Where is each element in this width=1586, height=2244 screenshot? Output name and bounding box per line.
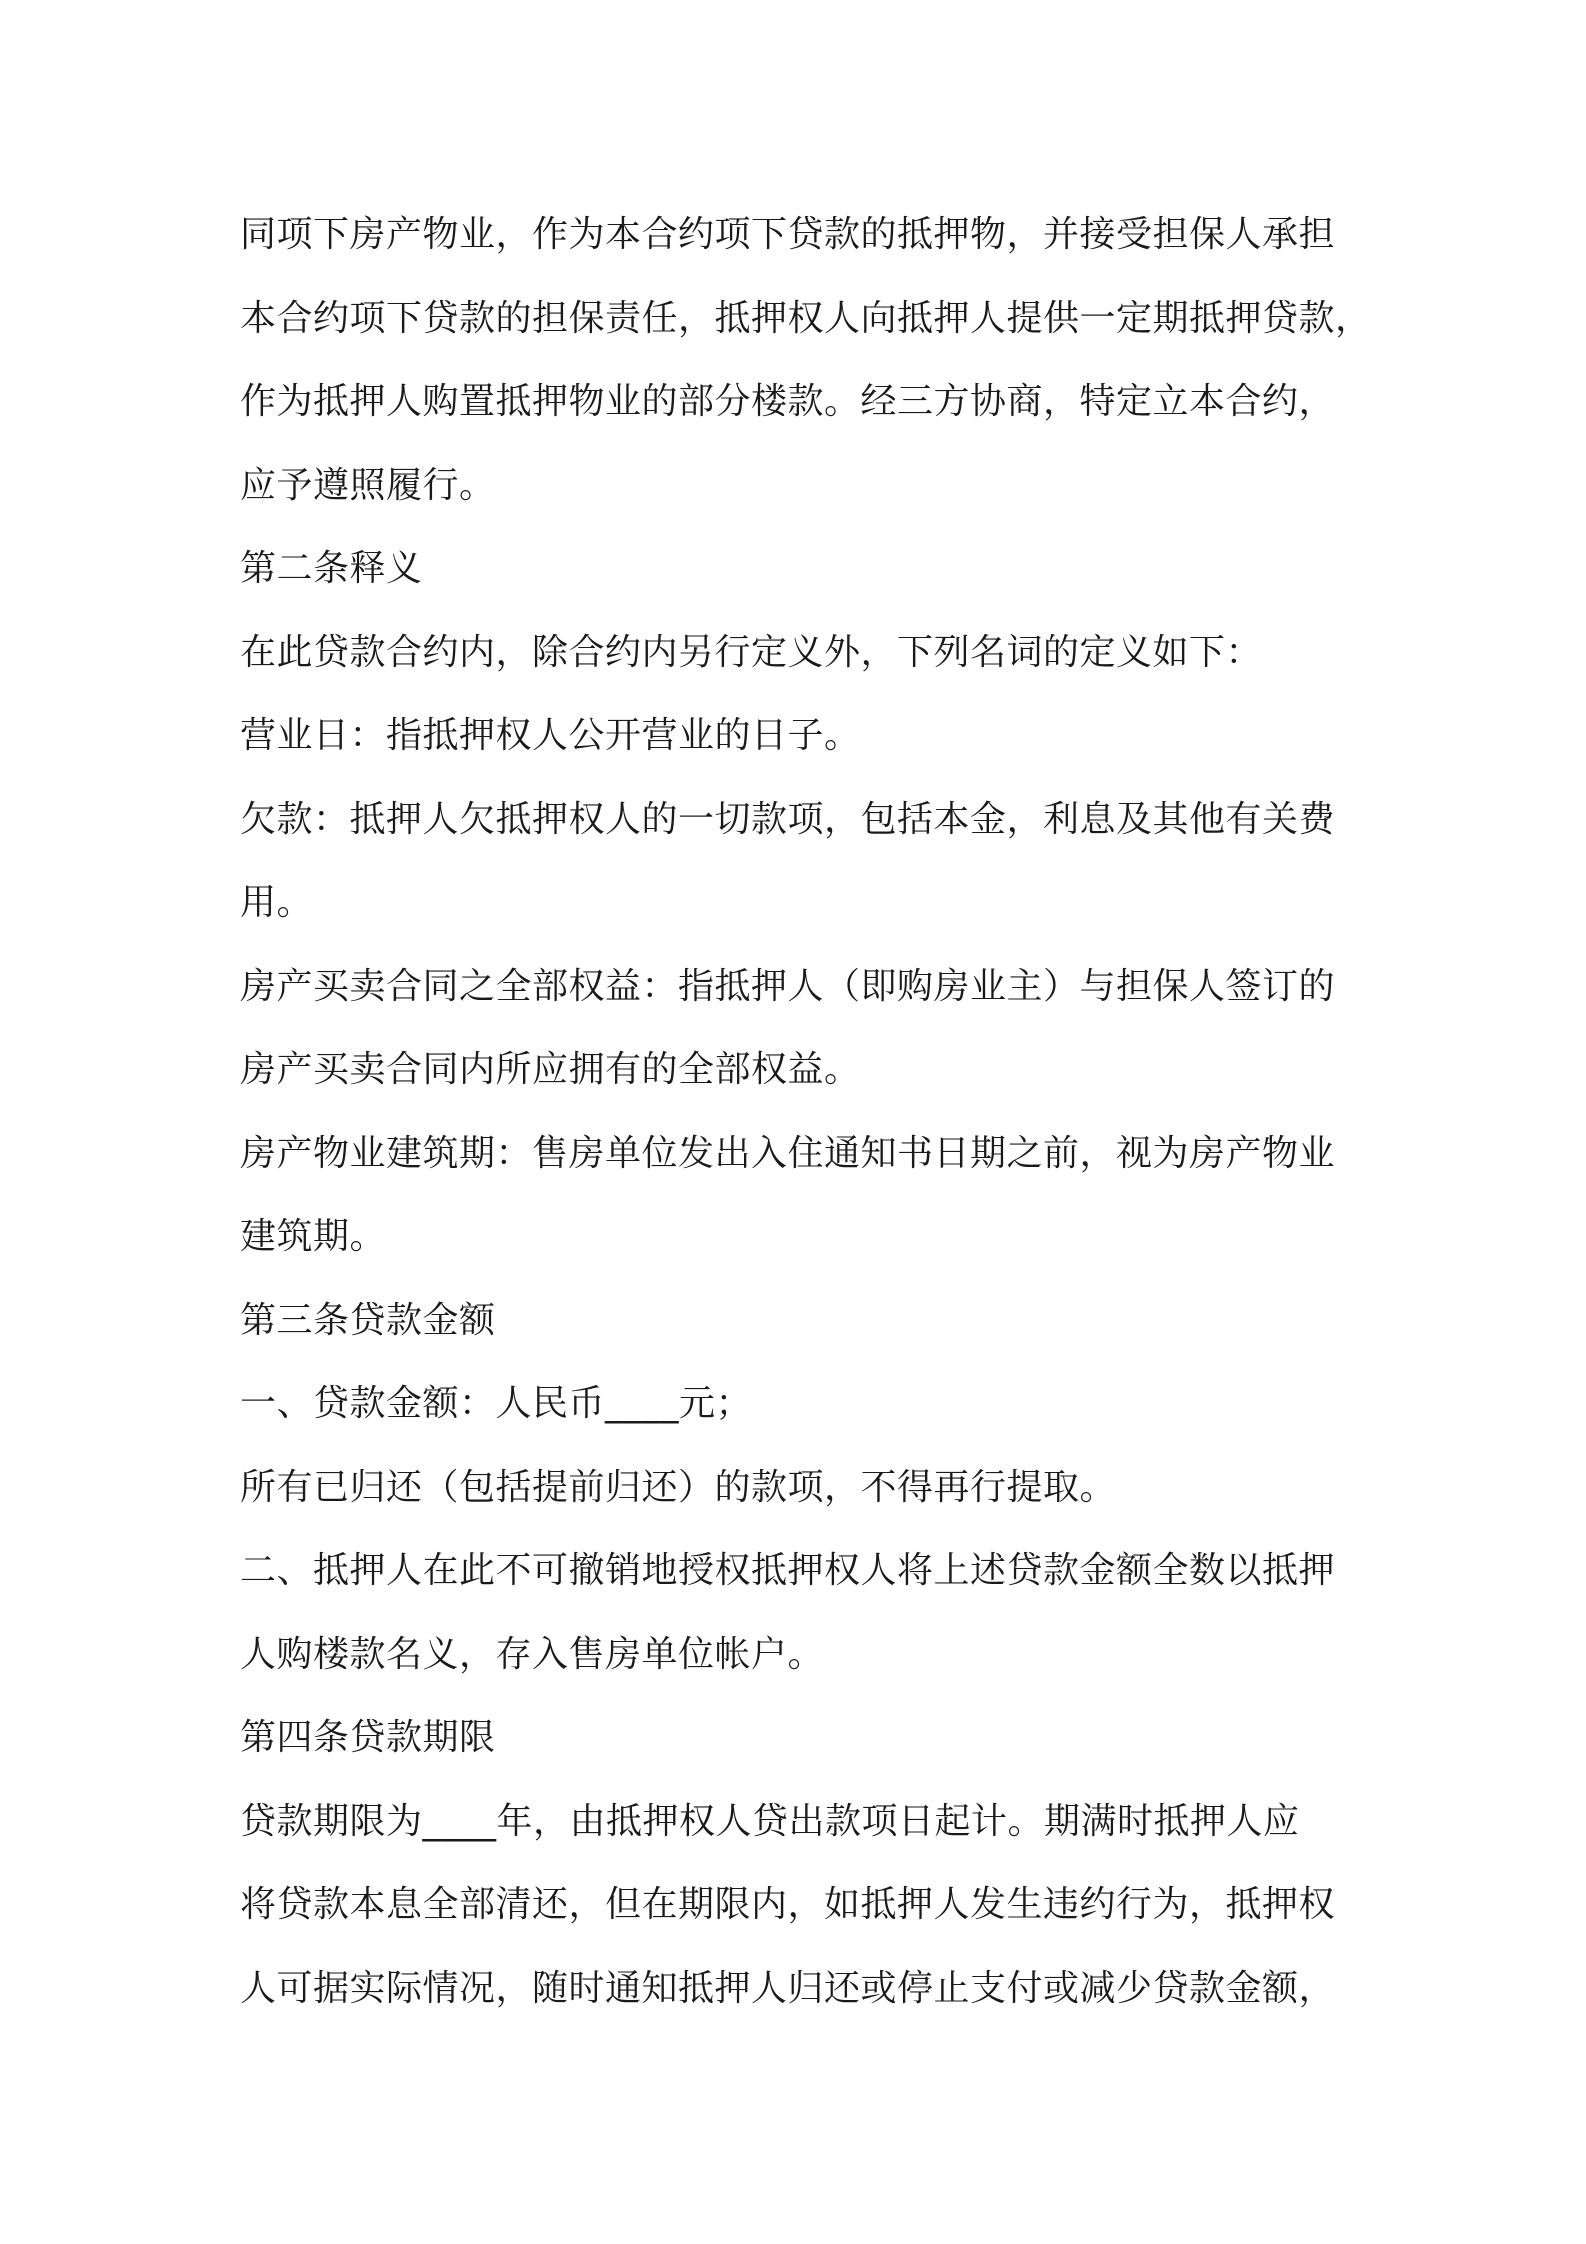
definition-line: 营业日：指抵押权人公开营业的日子。 xyxy=(240,715,861,756)
text-line: 本合约项下贷款的担保责任，抵押权人向抵押人提供一定期抵押贷款， xyxy=(240,297,1372,339)
text-line: 房产买卖合同内所应拥有的全部权益。 xyxy=(240,1049,861,1090)
text-line: 作为抵押人购置抵押物业的部分楼款。经三方协商，特定立本合约， xyxy=(240,381,1336,422)
text-line: 所有已归还（包括提前归还）的款项，不得再行提取。 xyxy=(240,1466,1117,1508)
text-line: 用。 xyxy=(240,882,314,923)
definition-line: 房产买卖合同之全部权益：指抵押人（即购房业主）与担保人签订的 xyxy=(240,965,1336,1007)
text-line: 将贷款本息全部清还，但在期限内，如抵押人发生违约行为，抵押权 xyxy=(240,1884,1336,1925)
text-line: 应予遵照履行。 xyxy=(240,464,496,506)
text-line: 人购楼款名义，存入售房单位帐户。 xyxy=(240,1633,825,1675)
text-line: 建筑期。 xyxy=(240,1216,387,1257)
text-line: 人可据实际情况，随时通知抵押人归还或停止支付或减少贷款金额， xyxy=(240,1967,1336,2009)
text-line: 贷款期限为____年，由抵押权人贷出款项日起计。期满时抵押人应 xyxy=(240,1800,1300,1842)
text-line: 同项下房产物业，作为本合约项下贷款的抵押物，并接受担保人承担 xyxy=(240,214,1336,255)
clause-line: 二、抵押人在此不可撤销地授权抵押权人将上述贷款金额全数以抵押 xyxy=(240,1550,1336,1591)
definition-line: 房产物业建筑期：售房单位发出入住通知书日期之前，视为房产物业 xyxy=(240,1132,1336,1174)
section-heading: 第三条贷款金额 xyxy=(240,1299,496,1341)
section-heading: 第四条贷款期限 xyxy=(240,1717,496,1758)
clause-line: 一、贷款金额：人民币____元； xyxy=(240,1383,753,1424)
document-body xyxy=(240,193,1380,2030)
definition-line: 欠款：抵押人欠抵押权人的一切款项，包括本金，利息及其他有关费 xyxy=(240,798,1336,840)
section-heading: 第二条释义 xyxy=(240,548,423,589)
text-line: 在此贷款合约内，除合约内另行定义外，下列名词的定义如下： xyxy=(240,631,1263,673)
